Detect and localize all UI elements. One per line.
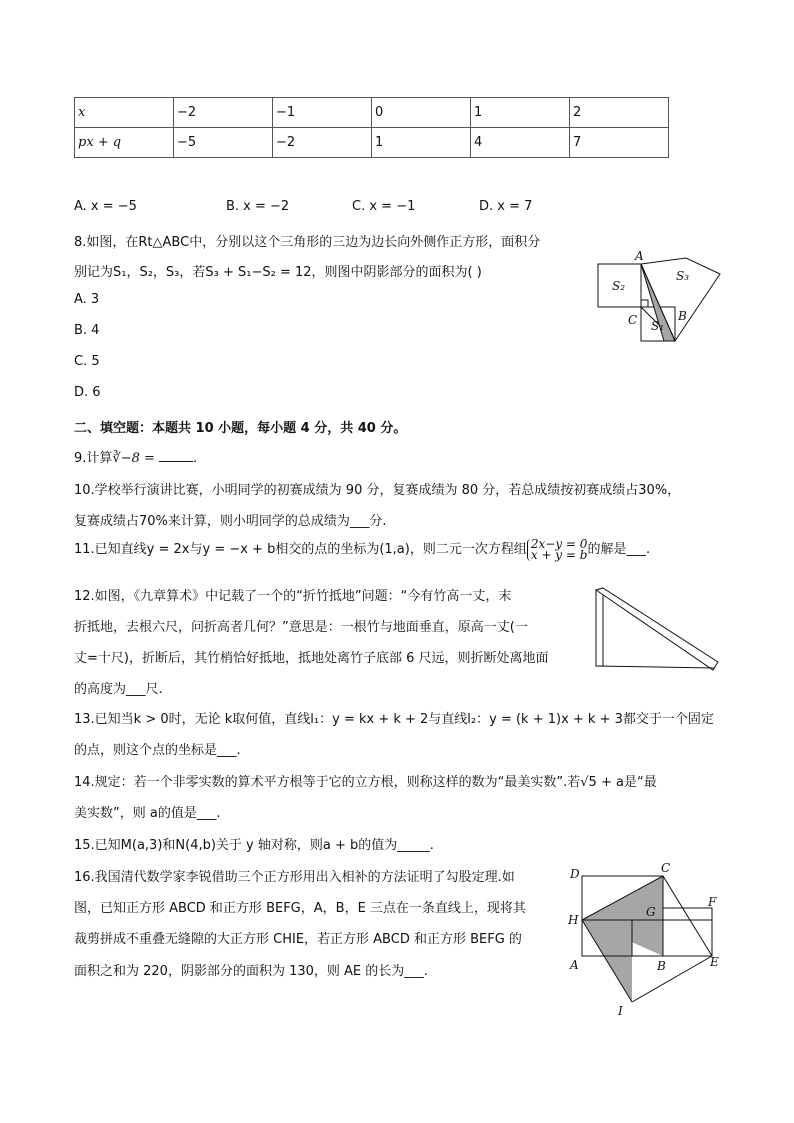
q16-label-f: F bbox=[708, 895, 717, 909]
q8-label-s2: S₂ bbox=[612, 279, 626, 293]
table-cell: 4 bbox=[471, 128, 570, 158]
q16-label-e: E bbox=[710, 955, 719, 969]
table-row bbox=[75, 128, 669, 158]
value-table bbox=[74, 97, 669, 158]
q9-suffix: . bbox=[193, 451, 198, 466]
q11-suffix: 的解是___. bbox=[587, 542, 651, 557]
q16-line: 16.我国清代数学家李锐借助三个正方形用出入相补的方法证明了勾股定理.如 bbox=[74, 870, 515, 885]
q12-bamboo-figure bbox=[590, 584, 722, 676]
q12-line: 丈=十尺)，折断后，其竹梢恰好抵地，抵地处离竹子底部 6 尺远，则折断处离地面 bbox=[74, 651, 549, 666]
q11-line bbox=[74, 538, 650, 561]
q8-label-b: B bbox=[678, 309, 687, 323]
q7-option-d: D. x = 7 bbox=[479, 199, 533, 214]
q8-line: 8.如图，在Rt△ABC中，分别以这个三角形的三边为边长向外侧作正方形，面积分 bbox=[74, 235, 541, 250]
q8-label-s1: S₁ bbox=[651, 319, 665, 333]
q16-label-c: C bbox=[661, 862, 671, 875]
q9-prefix: 9.计算 bbox=[74, 451, 113, 466]
q16-pythagoras-figure bbox=[560, 862, 730, 1022]
q8-option-b: B. 4 bbox=[74, 323, 100, 338]
q14-line: 美实数”，则 a的值是___. bbox=[74, 806, 221, 821]
section-heading: 二、填空题：本题共 10 小题，每小题 4 分，共 40 分。 bbox=[74, 421, 407, 436]
q8-option-c: C. 5 bbox=[74, 354, 100, 369]
q8-label-s3: S₃ bbox=[676, 269, 690, 283]
q8-option-d: D. 6 bbox=[74, 385, 101, 400]
q9-expression: ∛−8 = bbox=[112, 451, 155, 466]
table-cell: −2 bbox=[174, 98, 273, 128]
table-row bbox=[75, 98, 669, 128]
q7-option-b: B. x = −2 bbox=[226, 199, 290, 214]
q16-line: 裁剪拼成不重叠无缝隙的大正方形 CHIE，若正方形 ABCD 和正方形 BEFG 的 bbox=[74, 932, 522, 947]
q7-option-a: A. x = −5 bbox=[74, 199, 137, 214]
table-cell: 7 bbox=[570, 128, 669, 158]
q8-line: 别记为S₁，S₂，S₃，若S₃ + S₁−S₂ = 12，则图中阴影部分的面积为( ) bbox=[74, 265, 482, 280]
q15-line: 15.已知M(a,3)和N(4,b)关于 y 轴对称，则a + b的值为_____. bbox=[74, 838, 434, 853]
q12-line: 折抵地，去根六尺，问折高者几何？”意思是：一根竹与地面垂直，原高一丈(一 bbox=[74, 620, 528, 635]
table-head-cell: px + q bbox=[75, 128, 174, 158]
table-cell: 1 bbox=[372, 128, 471, 158]
q10-line: 复赛成绩占70%来计算，则小明同学的总成绩为___分. bbox=[74, 514, 387, 529]
q13-line: 的点，则这个点的坐标是___. bbox=[74, 743, 241, 758]
q16-line: 图，已知正方形 ABCD 和正方形 BEFG，A，B，E 三点在一条直线上，现将其 bbox=[74, 901, 526, 916]
table-cell: −1 bbox=[273, 98, 372, 128]
q16-label-g: G bbox=[646, 905, 656, 919]
q11-equation-2: x + y = b bbox=[530, 547, 588, 562]
q11-equation-1: 2x−y = 0 bbox=[530, 536, 588, 551]
q14-line: 14.规定：若一个非零实数的算术平方根等于它的立方根，则称这样的数为“最美实数”.若√5 + a是“最 bbox=[74, 775, 657, 790]
q16-label-h: H bbox=[568, 913, 579, 927]
q8-label-c: C bbox=[628, 313, 638, 327]
q12-line: 12.如图，《九章算术》中记载了一个的“折竹抵地”问题：“今有竹高一丈，末 bbox=[74, 589, 512, 604]
q16-line: 面积之和为 220，阴影部分的面积为 130，则 AE 的长为___. bbox=[74, 964, 428, 979]
q10-line: 10.学校举行演讲比赛，小明同学的初赛成绩为 90 分，复赛成绩为 80 分，若总成绩按初赛成绩占30%， bbox=[74, 483, 681, 498]
table-cell: 1 bbox=[471, 98, 570, 128]
q16-label-d: D bbox=[570, 867, 580, 881]
q11-prefix: 11.已知直线y = 2x与y = −x + b相交的点的坐标为(1,a)，则二元一次方程组 bbox=[74, 542, 527, 557]
q9-answer-blank bbox=[159, 449, 193, 462]
table-cell: −2 bbox=[273, 128, 372, 158]
q16-label-b: B bbox=[657, 959, 666, 973]
q8-label-a: A bbox=[635, 249, 644, 263]
table-head-cell: x bbox=[75, 98, 174, 128]
q8-option-a: A. 3 bbox=[74, 292, 100, 307]
q8-squares-figure bbox=[590, 228, 725, 346]
q13-line: 13.已知当k > 0时，无论 k取何值，直线l₁：y = kx + k + 2与直线l₂：y = (k + 1)x + k + 3都交于一个固定 bbox=[74, 712, 714, 727]
table-cell: 2 bbox=[570, 98, 669, 128]
q11-equation-system bbox=[527, 536, 588, 562]
q9-line bbox=[74, 447, 197, 466]
q7-option-c: C. x = −1 bbox=[352, 199, 416, 214]
q16-label-i: I bbox=[618, 1004, 623, 1018]
q16-label-a: A bbox=[570, 958, 579, 972]
table-cell: 0 bbox=[372, 98, 471, 128]
q12-line: 的高度为___尺. bbox=[74, 682, 163, 697]
table-cell: −5 bbox=[174, 128, 273, 158]
